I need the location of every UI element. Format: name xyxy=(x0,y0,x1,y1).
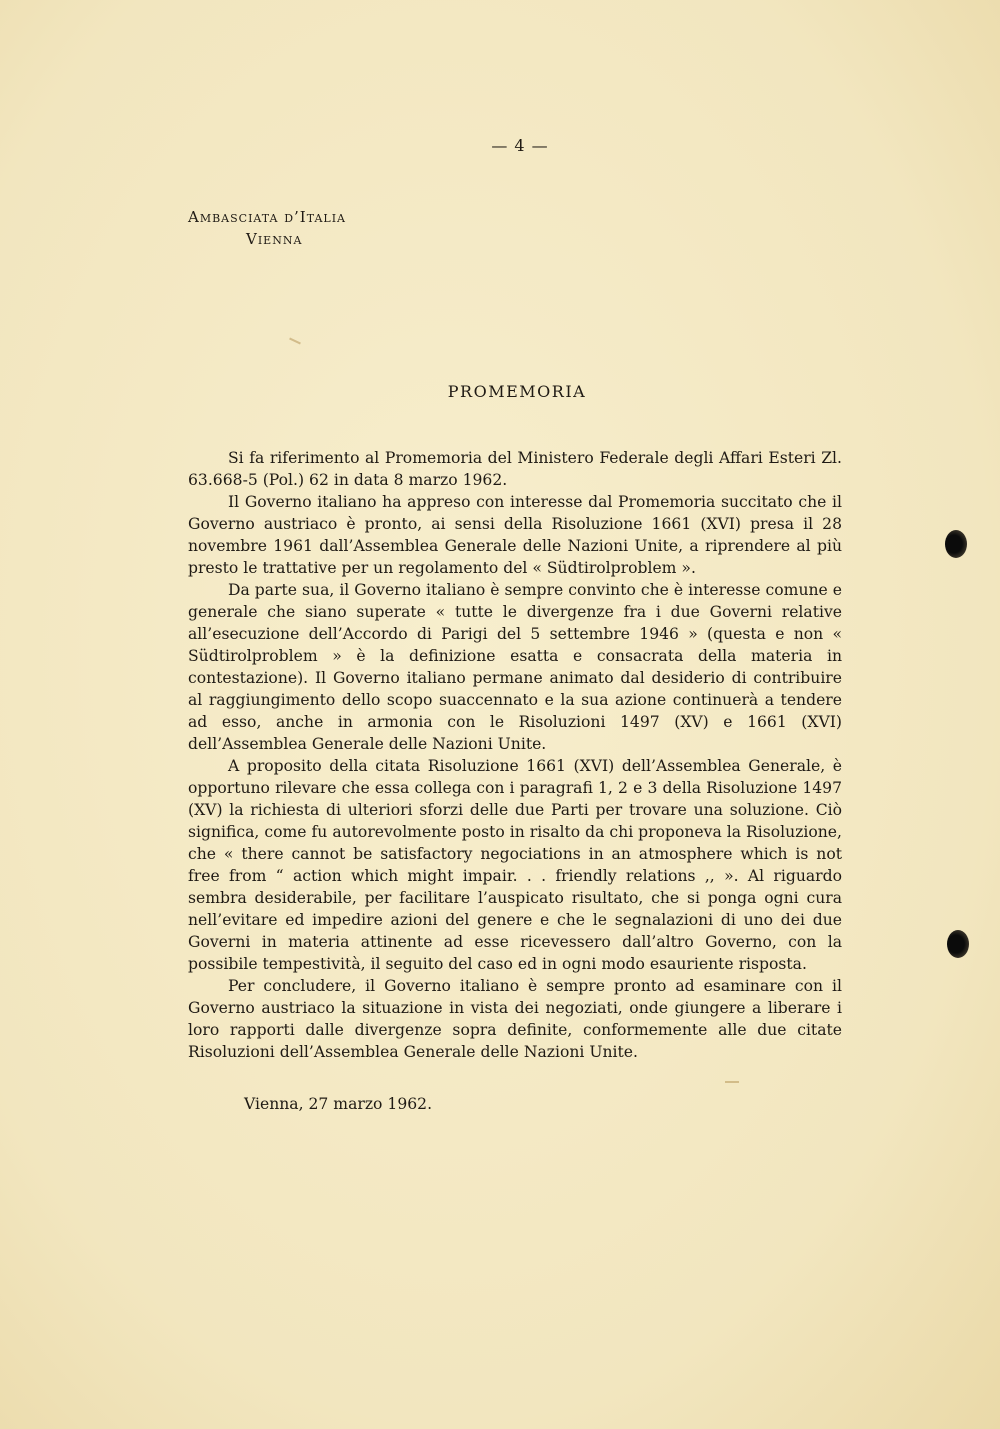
paragraph: A proposito della citata Risoluzione 1661 (XVI) dell’Assemblea Generale, è opportuno rilevare che essa collega con i paragrafi 1, 2 e 3 della Risoluzione 1497 (XV) la richiesta di ulteriori sforzi delle due Parti per trovare una soluzione. Ciò significa, come fu autorevolmente posto in risalto da chi proponeva la Risoluzione, che « there cannot be satisfactory negociations in an atmosphere which is not free from “ action which might impair. . . friendly relations ,, ». Al riguardo sembra desiderabile, per facilitare l’auspicato risultato, che si ponga ogni cura nell’evitare ed impedire azioni del genere e che le segnalazioni di uno dei due Governi in materia attinente ad esse ricevessero dall’altro Governo, con la possibile tempestività, il seguito del caso ed in ogni modo esauriente risposta. xyxy=(188,757,842,973)
page-number: — 4 — xyxy=(491,136,549,155)
document-title: PROMEMORIA xyxy=(447,382,587,401)
sender-embassy: Ambasciata d’Italia xyxy=(188,208,346,226)
paragraph: Il Governo italiano ha appreso con interesse dal Promemoria succitato che il Governo austriaco è pronto, ai sensi della Risoluzione 1661 (XVI) presa il 28 novembre 1961 dall’Assemblea Generale delle Nazioni Unite, a riprendere al più presto le trattative per un regolamento del « Südtirolproblem ». xyxy=(188,493,842,577)
paper-mark xyxy=(289,338,301,345)
punch-hole xyxy=(945,530,967,558)
document-body xyxy=(188,447,842,1063)
punch-hole xyxy=(947,930,969,958)
sender-city: Vienna xyxy=(246,230,303,248)
sender-block xyxy=(188,206,346,250)
paper-mark xyxy=(725,1081,739,1083)
paragraph: Da parte sua, il Governo italiano è sempre convinto che è interesse comune e generale che siano superate « tutte le divergenze fra i due Governi relative all’esecuzione dell’Accordo di Parigi del 5 settembre 1946 » (questa e non « Südtirolproblem » è la definizione esatta e consacrata della materia in contestazione). Il Governo italiano permane animato dal desiderio di contribuire al raggiungimento dello scopo suaccennato e la sua azione continuerà a tendere ad esso, anche in armonia con le Risoluzioni 1497 (XV) e 1661 (XVI) dell’Assemblea Generale delle Nazioni Unite. xyxy=(188,581,842,753)
paragraph: Si fa riferimento al Promemoria del Ministero Federale degli Affari Esteri Zl. 63.668-5 (Pol.) 62 in data 8 marzo 1962. xyxy=(188,449,842,489)
paragraph: Per concludere, il Governo italiano è sempre pronto ad esaminare con il Governo austriaco la situazione in vista dei negoziati, onde giungere a liberare i loro rapporti dalle divergenze sopra definite, conformemente alle due citate Risoluzioni dell’Assemblea Generale delle Nazioni Unite. xyxy=(188,977,842,1061)
place-and-date: Vienna, 27 marzo 1962. xyxy=(244,1095,433,1113)
